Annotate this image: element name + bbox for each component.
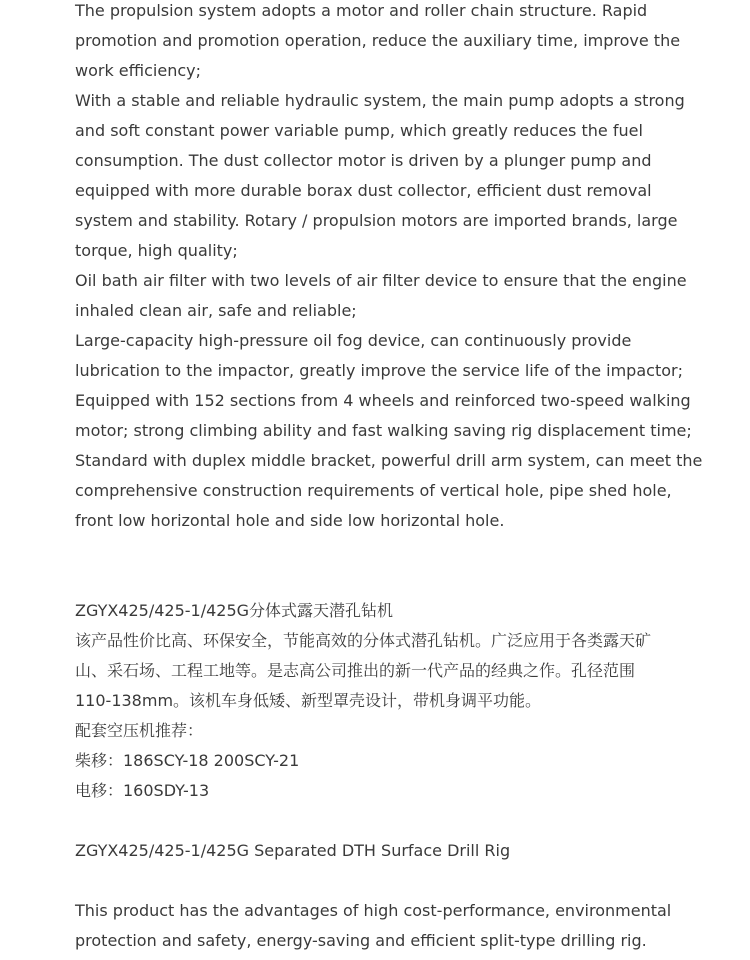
paragraph-line: system and stability. Rotary / propulsion motors are imported brands, large: [75, 211, 678, 230]
chinese-product-title: ZGYX425/425-1/425G分体式露天潜孔钻机: [75, 601, 394, 620]
english-product-title: ZGYX425/425-1/425G Separated DTH Surface Drill Rig: [75, 841, 511, 860]
english-description-line: protection and safety, energy-saving and efficient split-type drilling rig.: [75, 931, 647, 950]
paragraph-line: The propulsion system adopts a motor and roller chain structure. Rapid: [75, 1, 648, 20]
section-spacer: [75, 536, 715, 596]
english-description-line: This product has the advantages of high cost-performance, environmental: [75, 901, 672, 920]
paragraph-line: lubrication to the impactor, greatly improve the service life of the impactor;: [75, 361, 683, 380]
paragraph-line: front low horizontal hole and side low horizontal hole.: [75, 511, 505, 530]
section-spacer: [75, 806, 715, 836]
paragraph-line: work efficiency;: [75, 61, 201, 80]
chinese-description-line: 该产品性价比高、环保安全，节能高效的分体式潜孔钻机。广泛应用于各类露天矿: [75, 631, 652, 650]
paragraph-line: equipped with more durable borax dust collector, efficient dust removal: [75, 181, 652, 200]
english-features-paragraph: [75, 0, 715, 536]
paragraph-line: and soft constant power variable pump, which greatly reduces the fuel: [75, 121, 643, 140]
paragraph-line: consumption. The dust collector motor is driven by a plunger pump and: [75, 151, 652, 170]
paragraph-line: comprehensive construction requirements of vertical hole, pipe shed hole,: [75, 481, 672, 500]
paragraph-line: Standard with duplex middle bracket, powerful drill arm system, can meet the: [75, 451, 703, 470]
paragraph-line: promotion and promotion operation, reduce the auxiliary time, improve the: [75, 31, 681, 50]
paragraph-line: inhaled clean air, safe and reliable;: [75, 301, 357, 320]
paragraph-line: Oil bath air filter with two levels of air filter device to ensure that the engine: [75, 271, 687, 290]
chinese-product-section: [75, 596, 715, 806]
paragraph-line: With a stable and reliable hydraulic system, the main pump adopts a strong: [75, 91, 685, 110]
chinese-description-line: 110-138mm。该机车身低矮、新型罩壳设计，带机身调平功能。: [75, 691, 542, 710]
diesel-compressor-models: 柴移：186SCY-18 200SCY-21: [75, 751, 300, 770]
chinese-description-line: 山、采石场、工程工地等。是志高公司推出的新一代产品的经典之作。孔径范围: [75, 661, 636, 680]
electric-compressor-models: 电移：160SDY-13: [75, 781, 210, 800]
paragraph-line: motor; strong climbing ability and fast walking saving rig displacement time;: [75, 421, 692, 440]
paragraph-line: torque, high quality;: [75, 241, 238, 260]
paragraph-line: Large-capacity high-pressure oil fog device, can continuously provide: [75, 331, 632, 350]
title-spacer: [75, 866, 715, 896]
compressor-heading: 配套空压机推荐：: [75, 721, 204, 740]
paragraph-line: Equipped with 152 sections from 4 wheels and reinforced two-speed walking: [75, 391, 691, 410]
article-content: [75, 0, 715, 956]
english-product-section: [75, 836, 715, 956]
